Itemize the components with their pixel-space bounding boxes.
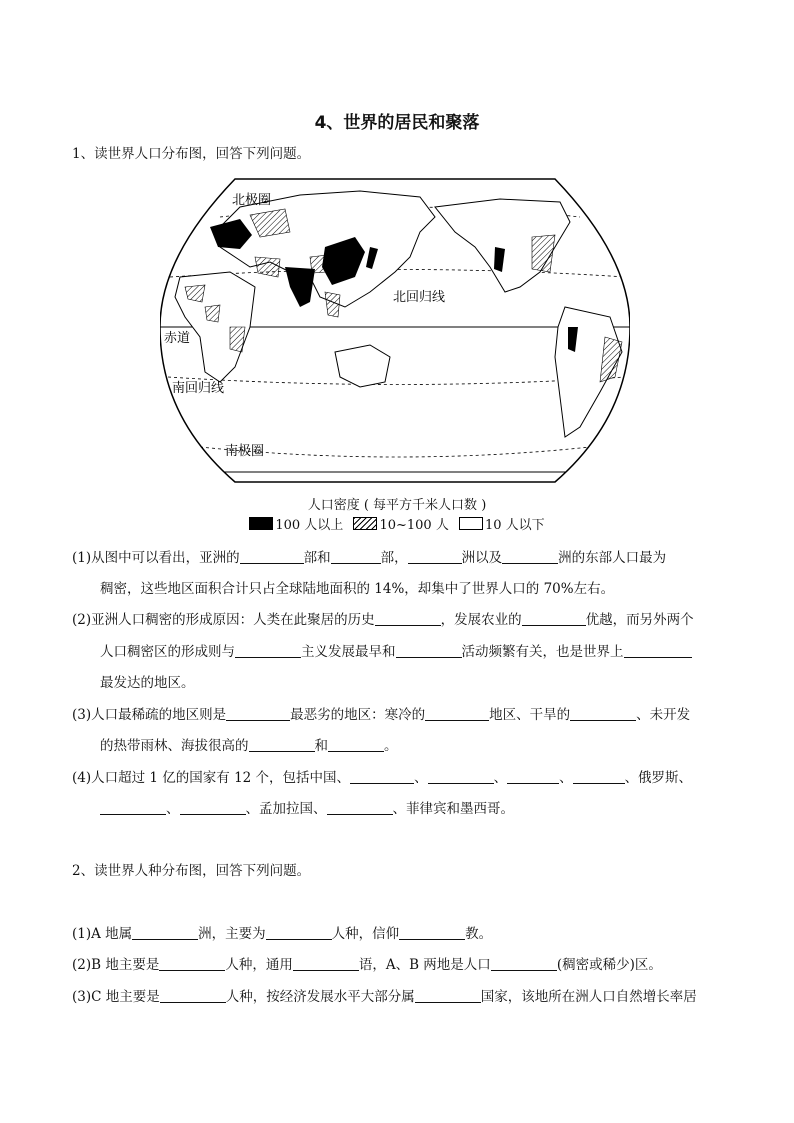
q2-item-1: (1)A 地属 洲，主要为 人种，信仰 教。: [72, 926, 493, 942]
answer-blank[interactable]: [491, 956, 557, 971]
legend-label-sparse: 10 人以下: [484, 518, 545, 533]
q1-item-3-line-2: 的热带雨林、海拔很高的 和 。: [100, 738, 398, 754]
answer-blank[interactable]: [507, 769, 559, 784]
answer-blank[interactable]: [415, 988, 481, 1003]
q1-item-1-line-1: (1)从图中可以看出，亚洲的 部和 部， 洲以及 洲的东部人口最为: [72, 550, 667, 566]
answer-blank[interactable]: [399, 925, 465, 940]
answer-blank[interactable]: [375, 611, 441, 626]
answer-blank[interactable]: [240, 549, 304, 564]
q1-item-3-line-1: (3)人口最稀疏的地区则是 最恶劣的地区：寒冷的 地区、干旱的 、未开发: [72, 707, 691, 723]
q1-item-2-line-2: 人口稠密区的形成则与 主义发展最早和 活动频繁有关，也是世界上: [100, 642, 692, 662]
answer-blank[interactable]: [159, 956, 225, 971]
map-caption: 人口密度 ( 每平方千米人口数 ): [307, 498, 487, 513]
answer-blank[interactable]: [350, 769, 414, 784]
q1-item-1-line-2: 稠密，这些地区面积合计只占全球陆地面积的 14%，却集中了世界人口的 70%左右。: [100, 581, 615, 597]
tropic-of-cancer-label: 北回归线: [393, 290, 446, 305]
tropic-of-capricorn-label: 南回归线: [172, 381, 225, 396]
q1-item-2-line-1: (2)亚洲人口稠密的形成原因：人类在此聚居的历史 ，发展农业的 优越，而另外两个: [72, 612, 694, 628]
answer-blank[interactable]: [624, 643, 692, 658]
q1-item-4-line-2: 、 、孟加拉国、 、菲律宾和墨西哥。: [100, 799, 514, 819]
legend-swatch-medium: [353, 517, 377, 530]
q2-item-3: (3)C 地主要是 人种，按经济发展水平大部分属 国家，该地所在洲人口自然增长率居: [72, 989, 697, 1005]
answer-blank[interactable]: [266, 925, 332, 940]
answer-blank[interactable]: [249, 737, 315, 752]
arctic-circle-label: 北极圈: [232, 193, 272, 208]
answer-blank[interactable]: [132, 925, 198, 940]
antarctic-circle-label: 南极圈: [225, 444, 265, 459]
answer-blank[interactable]: [331, 549, 381, 564]
answer-blank[interactable]: [235, 643, 301, 658]
legend-swatch-dense: [249, 517, 273, 530]
legend-label-dense: 100 人以上: [275, 518, 344, 533]
answer-blank[interactable]: [408, 549, 462, 564]
answer-blank[interactable]: [180, 800, 246, 815]
answer-blank[interactable]: [570, 706, 636, 721]
answer-blank[interactable]: [160, 988, 226, 1003]
answer-blank[interactable]: [293, 956, 359, 971]
answer-blank[interactable]: [522, 611, 586, 626]
q1-item-4-line-1: (4)人口超过 1 亿的国家有 12 个，包括中国、 、 、 、 、俄罗斯、: [72, 770, 693, 786]
answer-blank[interactable]: [328, 737, 384, 752]
question-1-heading: 1、读世界人口分布图，回答下列问题。: [72, 146, 311, 162]
australia-shape: [335, 345, 390, 387]
equator-label: 赤道: [164, 331, 191, 346]
question-2-heading: 2、读世界人种分布图，回答下列问题。: [72, 863, 311, 879]
answer-blank[interactable]: [226, 706, 290, 721]
answer-blank[interactable]: [502, 549, 558, 564]
world-population-map: [160, 177, 630, 487]
answer-blank[interactable]: [425, 706, 489, 721]
legend-swatch-sparse: [459, 517, 483, 530]
answer-blank[interactable]: [573, 769, 625, 784]
legend-label-medium: 10~100 人: [379, 518, 449, 533]
q2-item-2: (2)B 地主要是 人种，通用 语，A、B 两地是人口 (稠密或稀少)区。: [72, 957, 662, 973]
page-title: 4、世界的居民和聚落: [314, 113, 480, 133]
answer-blank[interactable]: [428, 769, 494, 784]
answer-blank[interactable]: [100, 800, 166, 815]
q1-item-2-line-3: 最发达的地区。: [100, 675, 195, 691]
answer-blank[interactable]: [396, 643, 462, 658]
answer-blank[interactable]: [327, 800, 393, 815]
map-legend: [0, 514, 794, 533]
